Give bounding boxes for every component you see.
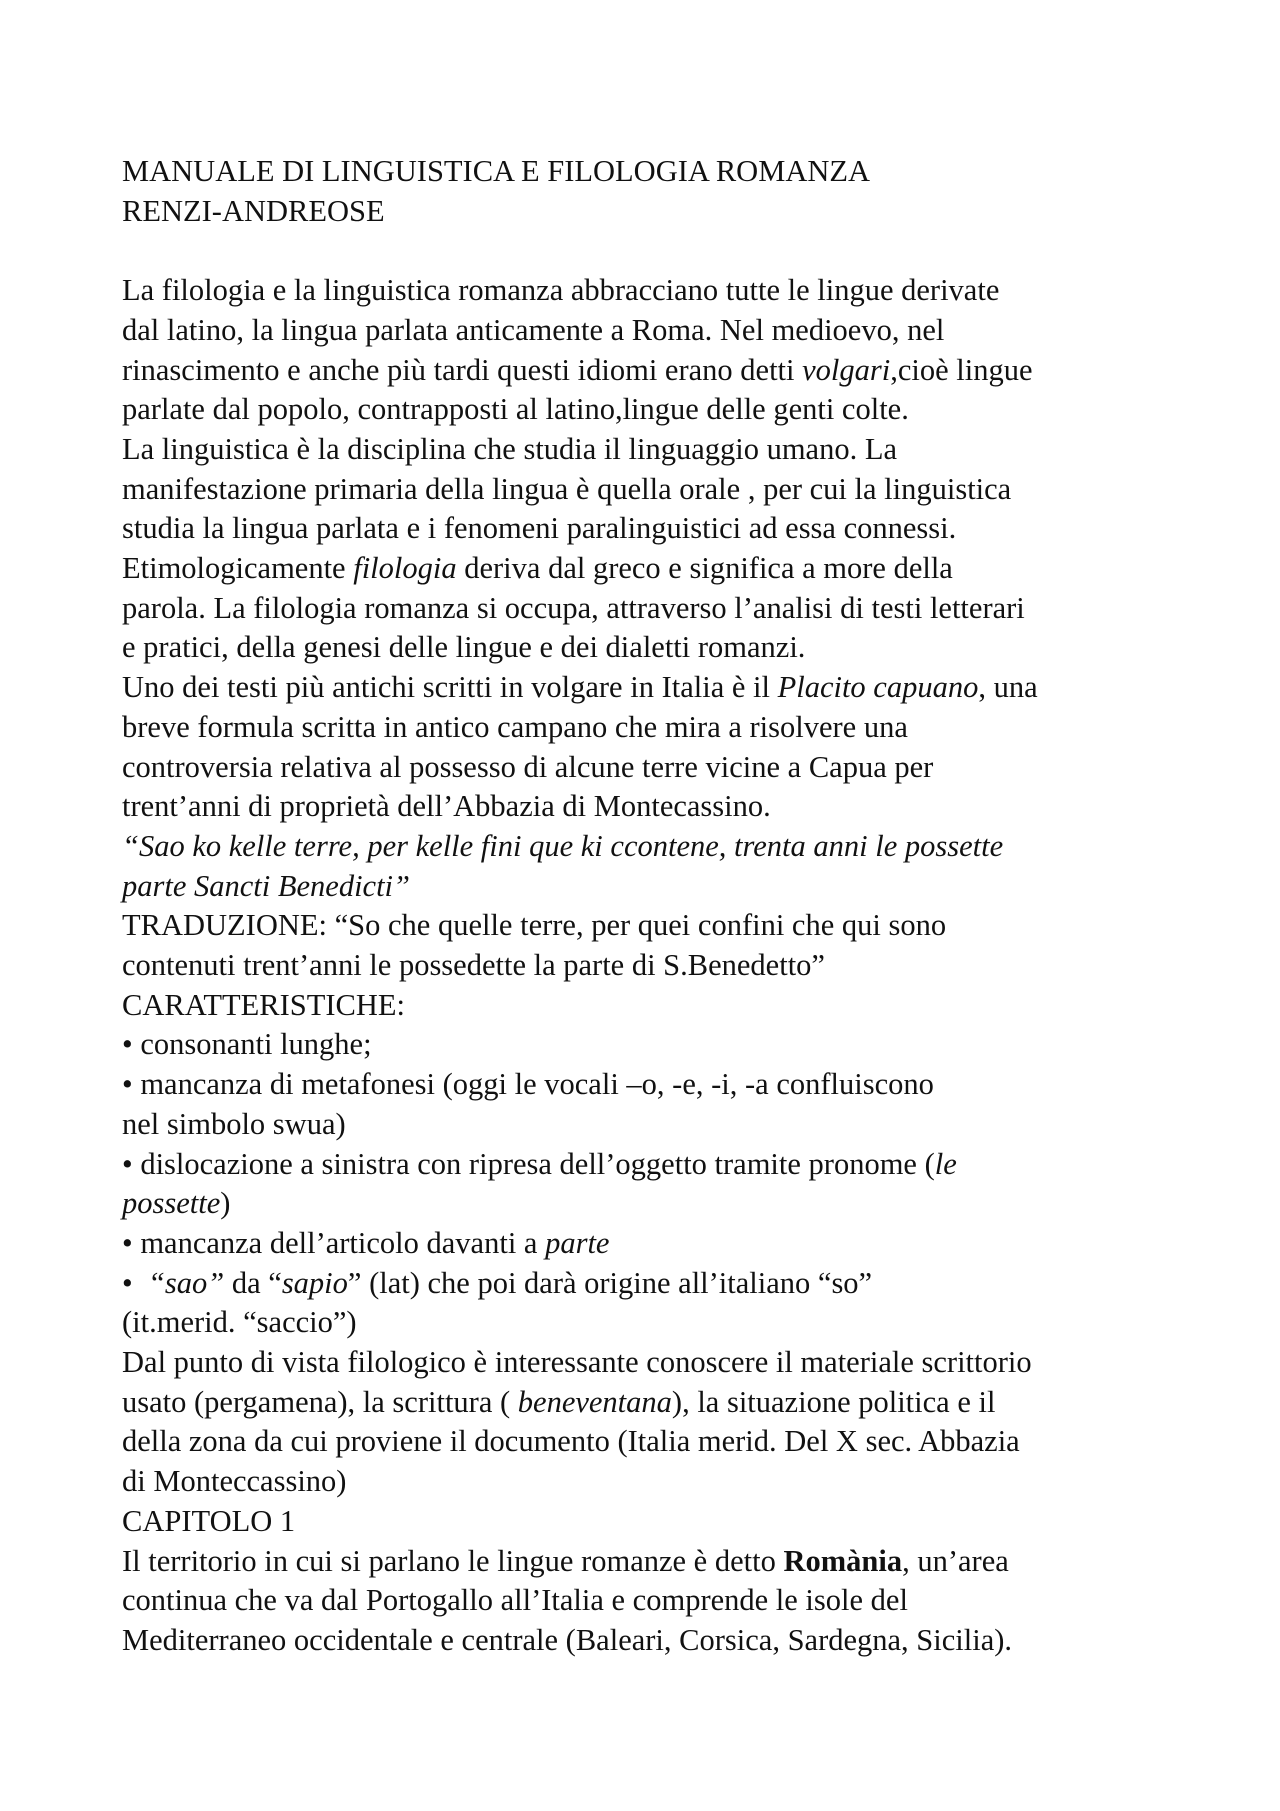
list-item-continuation: nel simbolo swua) [122, 1106, 346, 1141]
text-span: Uno dei testi più antichi scritti in volgare in Italia è il [122, 670, 778, 705]
latin-quote-line: “Sao ko kelle terre, per kelle fini que ki ccontene, trenta anni le possette [122, 828, 1004, 863]
text-line [122, 549, 1182, 589]
text-span: ,cioè lingue [890, 352, 1033, 387]
text-span: deriva dal greco e significa a more della [456, 551, 953, 586]
italic-term: possette [122, 1186, 221, 1221]
italic-term: parte [545, 1225, 610, 1260]
text-line [122, 351, 1182, 391]
text-span: usato (pergamena), la scrittura ( [122, 1384, 518, 1419]
placito-paragraph [122, 668, 1182, 1025]
document-page [122, 152, 1182, 1661]
text-span: rinascimento e anche più tardi questi idiomi erano detti [122, 352, 803, 387]
text-span: , un’area [902, 1543, 1009, 1578]
text-line: studia la lingua parlata e i fenomeni paralinguistici ad essa connessi. [122, 511, 957, 546]
bullet-icon: • [122, 1265, 133, 1300]
list-item-continuation [122, 1184, 1182, 1224]
bullet-icon: • [122, 1146, 133, 1181]
text-span: ) [220, 1186, 231, 1221]
text-span: ), la situazione politica e il [671, 1384, 996, 1419]
text-span: mancanza dell’articolo davanti a [132, 1225, 546, 1260]
italic-term: sapio [281, 1265, 348, 1300]
translation-line: contenuti trent’anni le possedette la parte di S.Benedetto” [122, 948, 825, 983]
text-line: trent’anni di proprietà dell’Abbazia di Montecassino. [122, 789, 771, 824]
text-line: parola. La filologia romanza si occupa, attraverso l’analisi di testi letterari [122, 590, 1025, 625]
text-span: Il territorio in cui si parlano le lingue romanze è detto [122, 1543, 784, 1578]
italic-term: “sao” [147, 1265, 225, 1300]
text-span: Etimologicamente [122, 551, 354, 586]
text-span: ” (lat) che poi darà origine all’italiano “so” [347, 1265, 873, 1300]
italic-term: beneventana [517, 1384, 672, 1419]
italic-term: volgari [802, 352, 891, 387]
text-line: continua che va dal Portogallo all’Italia e comprende le isole del [122, 1583, 908, 1618]
bullet-icon: • [122, 1225, 133, 1260]
text-line: dal latino, la lingua parlata anticamente a Roma. Nel medioevo, nel [122, 312, 945, 347]
list-item [122, 1264, 1182, 1304]
translation-line: TRADUZIONE: “So che quelle terre, per quei confini che qui sono [122, 908, 947, 943]
text-span [133, 1266, 148, 1300]
intro-paragraph [122, 271, 1182, 668]
philological-paragraph [122, 1343, 1182, 1502]
text-line: La filologia e la linguistica romanza abbracciano tutte le lingue derivate [122, 273, 1000, 308]
text-line: breve formula scritta in antico campano che mira a risolvere una [122, 709, 908, 744]
text-line: parlate dal popolo, contrapposti al latino,lingue delle genti colte. [122, 392, 909, 427]
list-item-continuation: (it.merid. “saccio”) [122, 1305, 357, 1340]
chapter-heading: CAPITOLO 1 [122, 1503, 296, 1538]
italic-term: filologia [353, 551, 457, 586]
text-line [122, 1383, 1182, 1423]
paragraph-gap [122, 231, 1182, 271]
document-authors: RENZI-ANDREOSE [122, 193, 385, 228]
list-item [122, 1145, 1182, 1185]
bold-term: Romània [783, 1543, 903, 1578]
text-span: mancanza di metafonesi (oggi le vocali –o, -e, -i, -a confluiscono [132, 1067, 934, 1102]
characteristics-list [122, 1025, 1182, 1343]
text-line [122, 668, 1182, 708]
list-item [122, 1025, 1182, 1065]
text-line: Mediterraneo occidentale e centrale (Baleari, Corsica, Sardegna, Sicilia). [122, 1623, 1013, 1657]
italic-term: le [934, 1146, 957, 1181]
list-item [122, 1224, 1182, 1264]
text-line: La linguistica è la disciplina che studia il linguaggio umano. La [122, 431, 898, 466]
text-line: Dal punto di vista filologico è interessante conoscere il materiale scrittorio [122, 1345, 1032, 1380]
text-line: controversia relativa al possesso di alcune terre vicine a Capua per [122, 749, 934, 784]
latin-quote-line: parte Sancti Benedicti” [122, 868, 410, 903]
document-title: MANUALE DI LINGUISTICA E FILOLOGIA ROMANZA [122, 154, 871, 188]
list-item [122, 1065, 1182, 1105]
text-span: consonanti lunghe; [132, 1027, 372, 1062]
text-span: da “ [224, 1265, 282, 1300]
chapter-section [122, 1502, 1182, 1661]
text-line: e pratici, della genesi delle lingue e dei dialetti romanzi. [122, 630, 806, 665]
italic-term: Placito capuano [777, 670, 979, 705]
text-line: della zona da cui proviene il documento (Italia merid. Del X sec. Abbazia [122, 1424, 1020, 1459]
text-line [122, 1542, 1182, 1582]
bullet-icon: • [122, 1027, 133, 1062]
text-line: manifestazione primaria della lingua è quella orale , per cui la linguistica [122, 471, 1012, 506]
text-span: dislocazione a sinistra con ripresa dell’oggetto tramite pronome ( [132, 1146, 935, 1181]
text-line: di Monteccassino) [122, 1464, 347, 1499]
bullet-icon: • [122, 1067, 133, 1102]
text-span: , una [978, 670, 1038, 705]
characteristics-heading: CARATTERISTICHE: [122, 987, 405, 1022]
